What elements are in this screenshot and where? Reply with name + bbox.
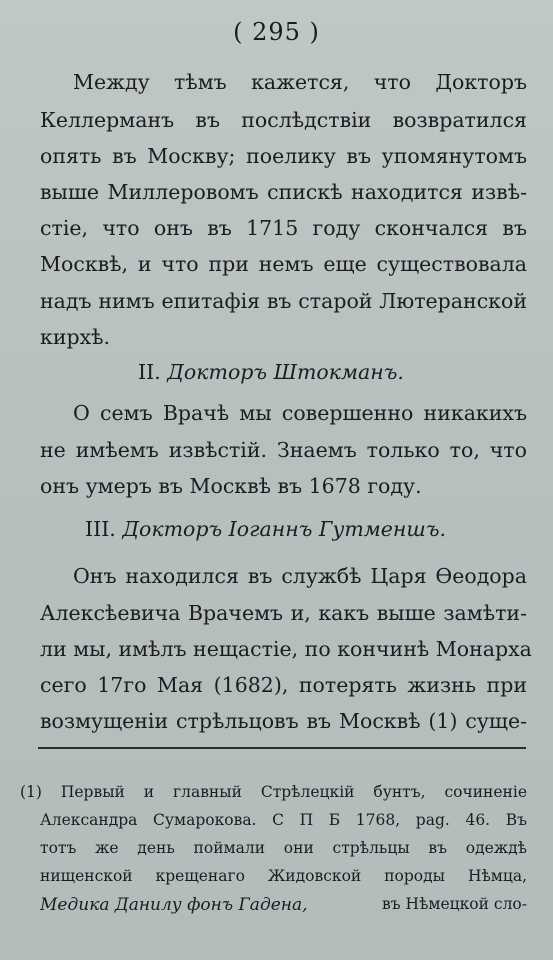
paragraph-line: сего 17го Мая (1682), потерять жизнь при [40,673,527,697]
paragraph-line: не имѣемъ извѣстій. Знаемъ только то, что [40,438,527,462]
paragraph-line: Келлерманъ въ послѣдствіи возвратился [40,108,527,132]
paragraph-line: стіе, что онъ въ 1715 году скончался въ [40,216,527,240]
footnote-line [40,897,527,914]
section-heading [138,362,404,383]
paragraph-line: Онъ находился въ службѣ Царя Ѳеодора [73,564,527,588]
section-heading [85,519,446,540]
paragraph-line: ли мы, имѣлъ нещастіе, по кончинѣ Монарха [40,637,532,661]
paragraph-line: кирхѣ. [40,325,111,349]
footnote-italic-name: Медика Данилу фонъ Гадена, [40,895,308,915]
paragraph-line: онъ умеръ въ Москвѣ въ 1678 году. [40,474,422,498]
paragraph-line: О семъ Врачѣ мы совершенно никакихъ [73,401,527,425]
footnote-line: (1) Первый и главный Стрѣлецкій бунтъ, сочиненіе [20,783,527,801]
footnote-line: тотъ же день поймали они стрѣльцы въ одеждѣ [40,839,527,857]
footnote-text: въ Нѣмецкой сло- [382,895,527,913]
footnote-divider [38,747,526,749]
paragraph-line: надъ нимъ епитафія въ старой Лютеранской [40,289,527,313]
paragraph-line: выше Миллеровомъ спискѣ находится извѣ- [40,180,527,204]
paragraph-line: Алексѣевича Врачемъ и, какъ выше замѣти- [40,601,527,625]
section-title: Докторъ Штокманъ. [167,360,404,384]
footnote-line: Александра Сумарокова. С П Б 1768, pag. 46. Въ [40,811,527,829]
paragraph-line: Между тѣмъ кажется, что Докторъ [73,70,527,94]
section-title: Докторъ Іоганнъ Гутменшъ. [122,517,447,541]
paragraph-line: опять въ Москву; поелику въ упомянутомъ [40,144,527,168]
paragraph-line: Москвѣ, и что при немъ еще существовала [40,252,527,276]
page-number: ( 295 ) [233,18,320,46]
footnote-line: нищенской крещенаго Жидовской породы Нѣмца, [40,867,527,885]
section-number: III. [85,517,116,541]
paragraph-line: возмущеніи стрѣльцовъ въ Москвѣ (1) суще- [40,709,527,733]
section-number: II. [138,360,161,384]
